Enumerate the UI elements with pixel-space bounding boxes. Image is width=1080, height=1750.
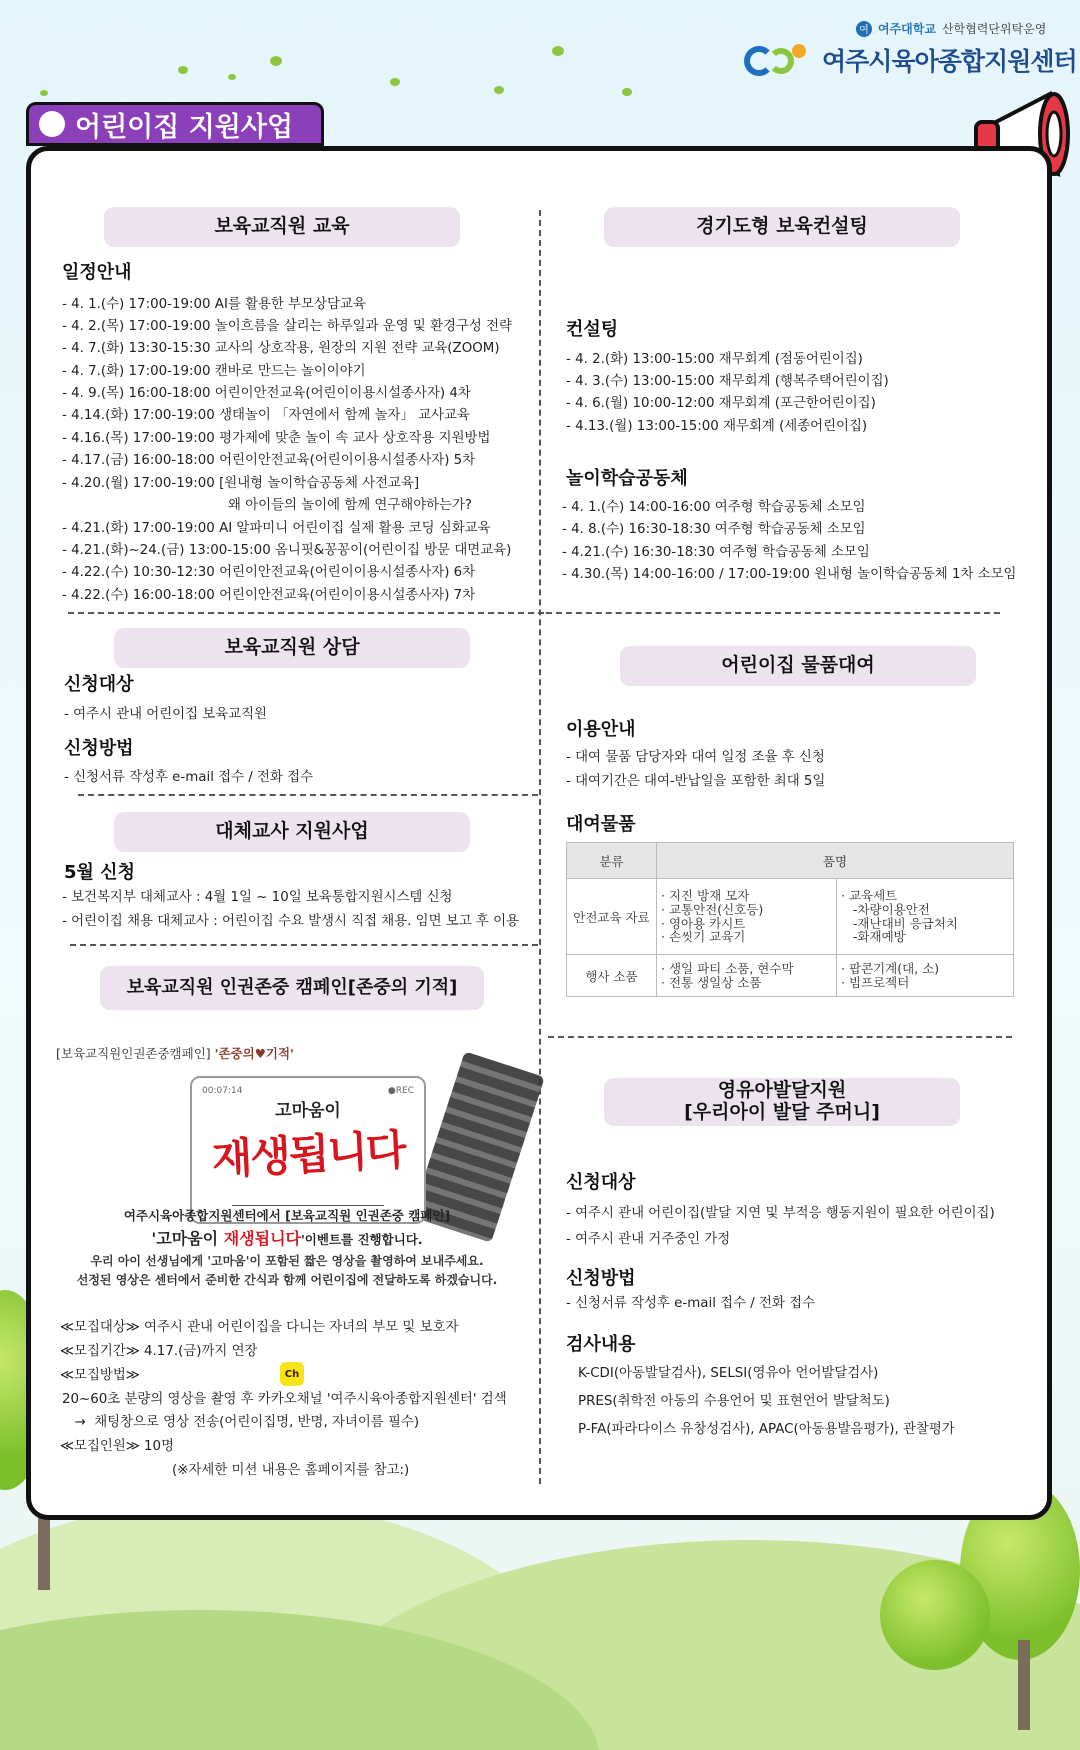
- list-item: ≪모집기간≫ 4.17.(금)까지 연장: [60, 1344, 258, 1359]
- counsel-section-title: 보육교직원 상담: [114, 628, 470, 668]
- horizontal-divider: [68, 612, 544, 614]
- kakao-channel-icon: Ch: [280, 1362, 304, 1386]
- table-header-row: [567, 843, 1014, 879]
- list-item: - 4. 7.(화) 17:00-19:00 캔바로 만드는 놀이이야기: [62, 364, 366, 379]
- goods-item: · 교육세트: [841, 888, 898, 903]
- campaign-desc-sentence: 우리 아이 선생님에게 '고마움'이 포함된 짧은 영상을 촬영하여 보내주세요.: [90, 1254, 484, 1268]
- rental-usage-heading: 이용안내: [566, 719, 636, 740]
- consulting-heading: 컨설팅: [566, 319, 619, 340]
- bullet-dot-icon: [39, 111, 65, 137]
- campaign-desc-highlight: 재생됩니다: [223, 1229, 301, 1248]
- table-cell-category: 행사 소품: [567, 955, 657, 997]
- list-item: - 4. 1.(수) 17:00-19:00 AI를 활용한 부모상담교육: [62, 297, 366, 312]
- list-item: - 4. 7.(화) 13:30-15:30 교사의 상호작용, 원장의 지원 전략 교육(ZOOM): [62, 341, 500, 356]
- list-item: - 4. 8.(수) 16:30-18:30 여주형 학습공동체 소모임: [562, 522, 866, 537]
- table-cell: [837, 955, 1014, 997]
- leaf-decoration: [494, 86, 504, 94]
- university-name: 여주대학교: [878, 22, 936, 36]
- tree-trunk: [1018, 1640, 1030, 1730]
- rental-goods-table: [566, 842, 1014, 997]
- table-cell-category: 안전교육 자료: [567, 879, 657, 955]
- horizontal-divider: [546, 612, 1000, 614]
- goods-item: · 빔프로젝터: [841, 974, 910, 990]
- list-item: - 4.21.(화) 17:00-19:00 AI 알파미니 어린이집 실제 활용 코딩 심화교육: [62, 521, 491, 536]
- leaf-decoration: [40, 90, 48, 96]
- list-item: - 4.13.(월) 13:00-15:00 재무회계 (세종어린이집): [566, 419, 868, 434]
- rec-indicator: ●REC: [387, 1086, 414, 1096]
- community-heading: 놀이학습공동체: [566, 468, 688, 489]
- table-cell: [657, 879, 837, 955]
- campaign-desc-suffix: '이벤트를 진행합니다.: [300, 1232, 423, 1247]
- goods-item: · 전통 생일상 소품: [661, 974, 762, 990]
- table-header-cell: 분류: [567, 843, 657, 879]
- campaign-desc-prefix: '고마움이: [151, 1229, 224, 1248]
- list-item: - 4.22.(수) 10:30-12:30 어린이안전교육(어린이이용시설종사자) 6차: [62, 565, 476, 580]
- list-item: K-CDI(아동발달검사), SELSI(영유아 언어발달검사): [578, 1366, 879, 1381]
- list-item: - 4.22.(수) 16:00-18:00 어린이안전교육(어린이이용시설종사자) 7차: [62, 588, 476, 603]
- list-item: 20~60초 분량의 영상을 촬영 후 카카오채널 '여주시육아종합지원센터' 검색: [62, 1392, 507, 1407]
- university-tagline: 산학협력단위탁운영: [941, 22, 1047, 36]
- goods-item: · 지진 방재 모자: [661, 888, 750, 903]
- goods-item: -재난대비 응급처치: [841, 915, 959, 931]
- list-item: - 어린이집 채용 대체교사 : 어린이집 수요 발생시 직접 채용. 임면 보고 후 이용: [62, 914, 519, 929]
- leaf-decoration: [270, 56, 282, 66]
- list-item: ≪모집방법≫: [60, 1368, 140, 1383]
- page-title: [26, 102, 324, 146]
- video-frame: [190, 1076, 426, 1224]
- goods-item: -차량이용안전: [841, 901, 930, 917]
- campaign-image-tag-name: '존중의♥기적': [214, 1046, 294, 1061]
- university-emblem-icon: 여: [856, 21, 872, 37]
- list-item: - 4.21.(수) 16:30-18:30 여주형 학습공동체 소모임: [562, 545, 870, 560]
- dev-title-line1: 영유아발달지원: [717, 1079, 847, 1102]
- rental-section-title: 어린이집 물품대여: [620, 646, 976, 686]
- counsel-method-heading: 신청방법: [64, 738, 134, 759]
- video-caption-small: 고마움이: [275, 1101, 341, 1121]
- list-item: - 4. 9.(목) 16:00-18:00 어린이안전교육(어린이이용시설종사자) 4차: [62, 386, 471, 401]
- list-item: - 4. 2.(목) 17:00-19:00 놀이흐름을 살리는 하루일과 운영 및 환경구성 전략: [62, 319, 512, 334]
- list-item: - 대여 물품 담당자와 대여 일정 조율 후 신청: [566, 750, 825, 765]
- list-item: - 4.16.(목) 17:00-19:00 평가제에 맞춘 놀이 속 교사 상호작용 지원방법: [62, 431, 491, 446]
- dev-target-heading: 신청대상: [566, 1172, 636, 1193]
- leaf-decoration: [390, 78, 400, 86]
- list-item: → 채팅창으로 영상 전송(어린이집명, 반명, 자녀이름 필수): [66, 1415, 420, 1430]
- campaign-image-tag: [56, 1044, 294, 1062]
- goods-item: · 손씻기 교육기: [661, 929, 746, 945]
- goods-item: · 생일 파티 소품, 현수막: [661, 960, 794, 976]
- campaign-desc-line3: [56, 1252, 518, 1290]
- list-item: - 4.20.(월) 17:00-19:00 [원내형 놀이학습공동체 사전교육]: [62, 476, 420, 491]
- center-logo-icon: [744, 42, 814, 78]
- campaign-note: (※자세한 미션 내용은 홈페이지를 참고:): [172, 1463, 410, 1478]
- list-item: - 4.14.(화) 17:00-19:00 생태놀이 「자연에서 함께 놀자」 교사교육: [62, 408, 470, 423]
- table-row: [567, 955, 1014, 997]
- edu-schedule-heading: 일정안내: [62, 262, 132, 283]
- horizontal-divider: [78, 794, 538, 796]
- center-name: 여주시육아종합지원센터: [822, 47, 1077, 76]
- counsel-target-text: - 여주시 관내 어린이집 보육교직원: [64, 707, 267, 722]
- list-item: - 4.17.(금) 16:00-18:00 어린이안전교육(어린이이용시설종사자) 5차: [62, 453, 476, 468]
- list-item: - 보건복지부 대체교사 : 4월 1일 ~ 10일 보육통합지원시스템 신청: [62, 890, 453, 905]
- campaign-poster-image: [56, 1030, 518, 1290]
- goods-item: · 팝콘기계(대, 소): [841, 960, 940, 976]
- leaf-decoration: [622, 88, 632, 96]
- list-item: PRES(취학전 아동의 수용언어 및 표현언어 발달척도): [578, 1394, 890, 1409]
- list-item: - 대여기간은 대여-반납일을 포함한 최대 5일: [566, 774, 826, 789]
- leaf-decoration: [228, 74, 236, 80]
- list-item: - 4. 6.(월) 10:00-12:00 재무회계 (포근한어린이집): [566, 396, 876, 411]
- list-item: P-FA(파라다이스 유창성검사), APAC(아동용발음평가), 관찰평가: [578, 1422, 955, 1437]
- list-item: - 여주시 관내 거주중인 가정: [566, 1232, 731, 1247]
- campaign-desc-sentence: 선정된 영상은 센터에서 준비한 간식과 함께 어린이집에 전달하도록 하겠습니다.: [76, 1273, 498, 1288]
- campaign-desc-line2: [56, 1226, 518, 1249]
- campaign-section-title: 보육교직원 인권존중 캠페인[존중의 기적]: [100, 966, 484, 1010]
- list-item: ≪모집대상≫ 여주시 관내 어린이집을 다니는 자녀의 부모 및 보호자: [60, 1320, 459, 1335]
- substitute-heading: 5월 신청: [64, 862, 135, 883]
- campaign-image-tag-prefix: [보육교직원인권존중캠페인]: [56, 1046, 211, 1061]
- dev-test-heading: 검사내용: [566, 1334, 636, 1355]
- list-item: - 4. 3.(수) 13:00-15:00 재무회계 (행복주택어린이집): [566, 374, 889, 389]
- video-timestamp: 00:07:14: [202, 1086, 243, 1096]
- campaign-desc-line1: 여주시육아종합지원센터에서 [보육교직원 인권존중 캠페인]: [123, 1208, 451, 1223]
- university-logo: [856, 20, 1046, 37]
- dev-method-heading: 신청방법: [566, 1268, 636, 1289]
- substitute-section-title: 대체교사 지원사업: [114, 812, 470, 852]
- dev-title-line2: [우리아이 발달 주머니]: [684, 1101, 880, 1123]
- list-item: - 4. 2.(화) 13:00-15:00 재무회계 (점동어린이집): [566, 352, 863, 367]
- rental-goods-heading: 대여물품: [566, 814, 636, 835]
- horizontal-divider: [548, 1036, 1012, 1038]
- tree: [880, 1560, 990, 1670]
- table-cell: [657, 955, 837, 997]
- table-row: [567, 879, 1014, 955]
- list-item: - 여주시 관내 어린이집(발달 지연 및 부적응 행동지원이 필요한 어린이집): [566, 1206, 995, 1221]
- dev-method-text: - 신청서류 작성후 e-mail 접수 / 전화 접수: [566, 1296, 816, 1311]
- video-caption-big: 재생됩니다: [210, 1124, 406, 1185]
- center-logo: [744, 42, 1077, 78]
- horizontal-divider: [70, 944, 538, 946]
- dev-section-title: [604, 1078, 960, 1126]
- goods-item: -화재예방: [841, 929, 906, 945]
- leaf-decoration: [178, 66, 188, 74]
- leaf-decoration: [552, 46, 564, 56]
- goods-item: · 교통안전(신호등): [661, 901, 764, 917]
- list-item: - 4.21.(화)~24.(금) 13:00-15:00 옴니핏&꽁꽁이(어린이집 방문 대면교육): [62, 543, 512, 558]
- table-cell: [837, 879, 1014, 955]
- list-item-continuation: 왜 아이들의 놀이에 함께 연구해야하는가?: [62, 498, 473, 513]
- list-item: - 4. 1.(수) 14:00-16:00 여주형 학습공동체 소모임: [562, 500, 866, 515]
- counsel-target-heading: 신청대상: [64, 674, 134, 695]
- list-item: - 4.30.(목) 14:00-16:00 / 17:00-19:00 원내형 놀이학습공동체 1차 소모임: [562, 567, 1017, 582]
- vertical-divider: [539, 210, 541, 1484]
- edu-section-title: 보육교직원 교육: [104, 207, 460, 247]
- counsel-method-text: - 신청서류 작성후 e-mail 접수 / 전화 접수: [64, 770, 314, 785]
- consult-section-title: 경기도형 보육컨설팅: [604, 207, 960, 247]
- goods-item: · 영아용 카시트: [661, 915, 746, 931]
- list-item: ≪모집인원≫ 10명: [60, 1439, 175, 1454]
- table-header-cell: 품명: [657, 843, 1014, 879]
- page-title-text: 어린이집 지원사업: [75, 111, 294, 143]
